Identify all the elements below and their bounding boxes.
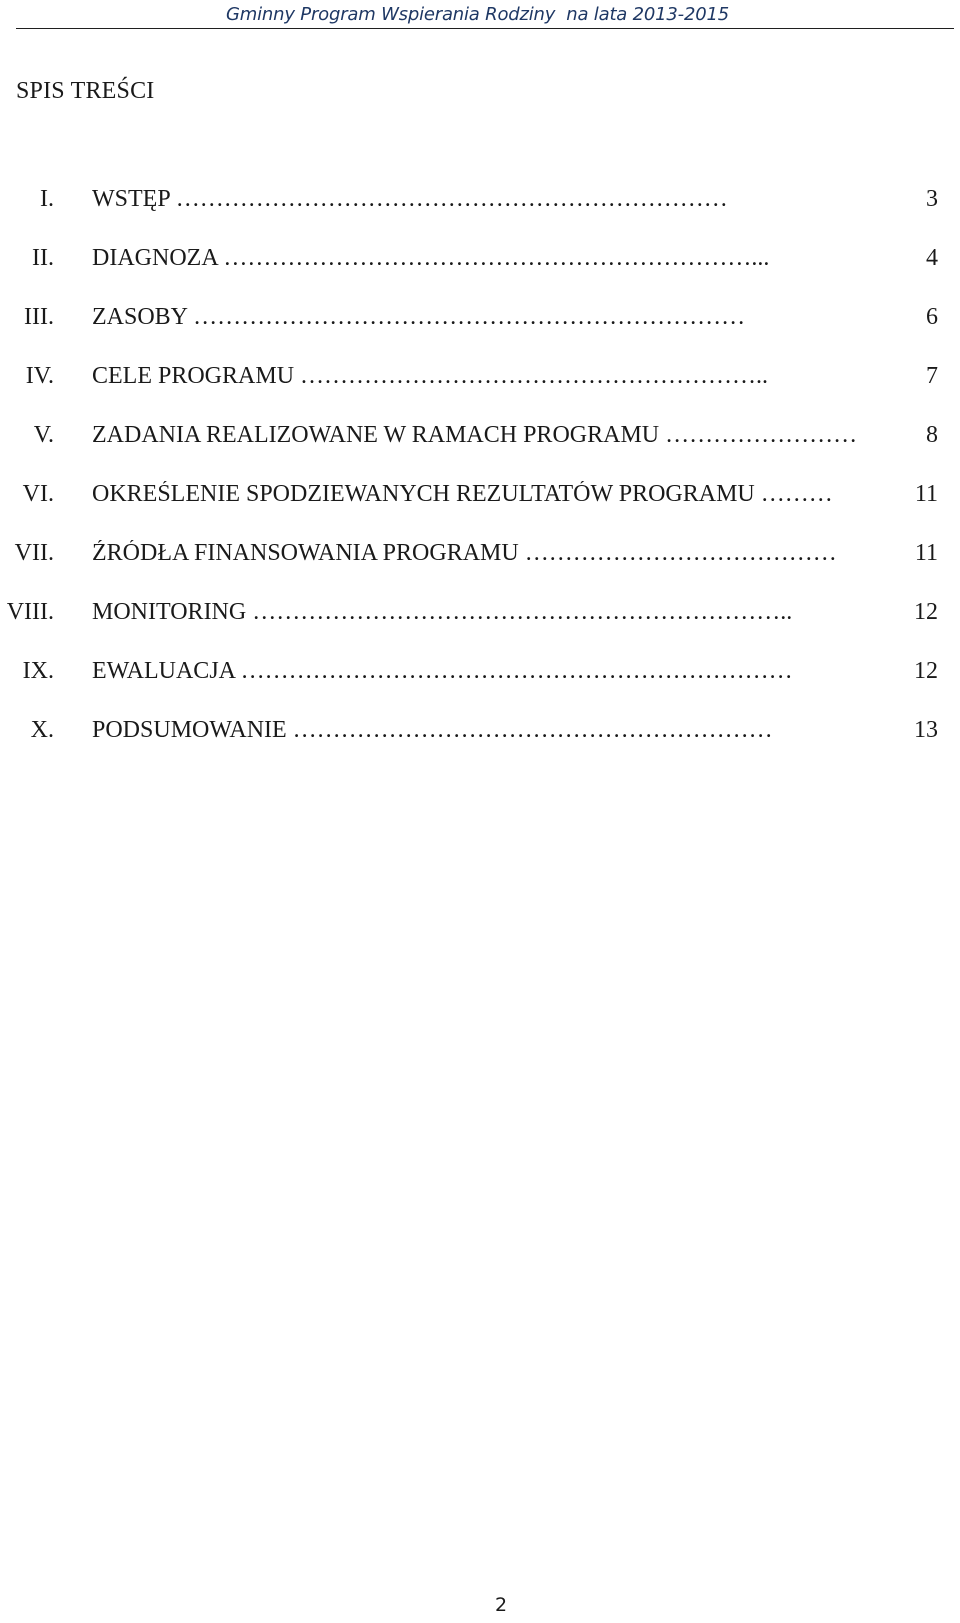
toc-dot-leader: ………………………………… <box>524 540 837 566</box>
toc-dot-leader: …………………………………………………………… <box>193 304 746 330</box>
toc-entry-title: MONITORING <box>92 599 247 625</box>
running-header: Gminny Program Wspierania Rodziny na lata 2013-2015 <box>226 4 729 25</box>
toc-entry-podsumowanie[interactable] <box>0 717 960 776</box>
toc-dot-leader: …………………… <box>665 422 858 448</box>
toc-entry-number: X. <box>30 717 54 743</box>
toc-entry-text <box>92 481 902 508</box>
toc-page-number: 8 <box>926 422 938 448</box>
toc-page-number: 4 <box>926 245 938 271</box>
toc-entry-number: III. <box>24 304 54 330</box>
toc-entry-title: WSTĘP <box>92 186 170 212</box>
toc-dot-leader: …………………………………………………………… <box>175 186 728 212</box>
toc-page-number: 6 <box>926 304 938 330</box>
toc-entry-text <box>92 599 902 626</box>
toc-entry-number: II. <box>32 245 54 271</box>
toc-entry-title: CELE PROGRAMU <box>92 363 295 389</box>
toc-entry-number: IV. <box>25 363 54 389</box>
toc-entry-text <box>92 717 902 744</box>
header-rule <box>16 28 954 29</box>
toc-entry-wstep[interactable] <box>0 186 960 245</box>
toc-page-number: 7 <box>926 363 938 389</box>
page-number: 2 <box>494 1594 508 1616</box>
toc-dot-leader: …………………………………………………… <box>292 717 773 743</box>
toc-page-number: 11 <box>914 481 938 507</box>
table-of-contents <box>0 186 960 776</box>
toc-entry-zasoby[interactable] <box>0 304 960 363</box>
toc-entry-ewaluacja[interactable] <box>0 658 960 717</box>
toc-page-number: 3 <box>926 186 938 212</box>
toc-page-number: 12 <box>914 658 938 684</box>
toc-title: SPIS TREŚCI <box>16 78 155 104</box>
toc-entry-title: DIAGNOZA <box>92 245 218 271</box>
toc-entry-number: I. <box>40 186 54 212</box>
toc-entry-text <box>92 186 902 213</box>
toc-entry-title: OKREŚLENIE SPODZIEWANYCH REZULTATÓW PROGRAMU <box>92 481 755 507</box>
toc-entry-text <box>92 422 902 449</box>
toc-dot-leader: ………………………………………………………….. <box>252 599 793 625</box>
toc-entry-zadania[interactable] <box>0 422 960 481</box>
toc-dot-leader: ………………………………………………….. <box>300 363 769 389</box>
toc-entry-text <box>92 658 902 685</box>
toc-page-number: 12 <box>914 599 938 625</box>
toc-entry-title: EWALUACJA <box>92 658 235 684</box>
toc-page-number: 11 <box>914 540 938 566</box>
toc-entry-title: PODSUMOWANIE <box>92 717 287 743</box>
toc-entry-title: ŹRÓDŁA FINANSOWANIA PROGRAMU <box>92 540 519 566</box>
toc-entry-monitoring[interactable] <box>0 599 960 658</box>
toc-dot-leader: …………………………………………………………... <box>223 245 770 271</box>
toc-entry-number: VI. <box>22 481 54 507</box>
toc-dot-leader: …………………………………………………………… <box>240 658 793 684</box>
toc-entry-diagnoza[interactable] <box>0 245 960 304</box>
toc-entry-rezultaty[interactable] <box>0 481 960 540</box>
toc-entry-title: ZADANIA REALIZOWANE W RAMACH PROGRAMU <box>92 422 660 448</box>
toc-entry-text <box>92 540 902 567</box>
toc-dot-leader: ……… <box>760 481 833 507</box>
toc-entry-number: IX. <box>22 658 54 684</box>
toc-entry-text <box>92 245 902 272</box>
toc-entry-cele-programu[interactable] <box>0 363 960 422</box>
toc-entry-text <box>92 363 902 390</box>
toc-entry-zrodla-finansowania[interactable] <box>0 540 960 599</box>
toc-entry-number: VII. <box>14 540 54 566</box>
toc-entry-number: V. <box>33 422 54 448</box>
toc-entry-title: ZASOBY <box>92 304 188 330</box>
toc-entry-text <box>92 304 902 331</box>
toc-entry-number: VIII. <box>6 599 54 625</box>
toc-page-number: 13 <box>914 717 938 743</box>
